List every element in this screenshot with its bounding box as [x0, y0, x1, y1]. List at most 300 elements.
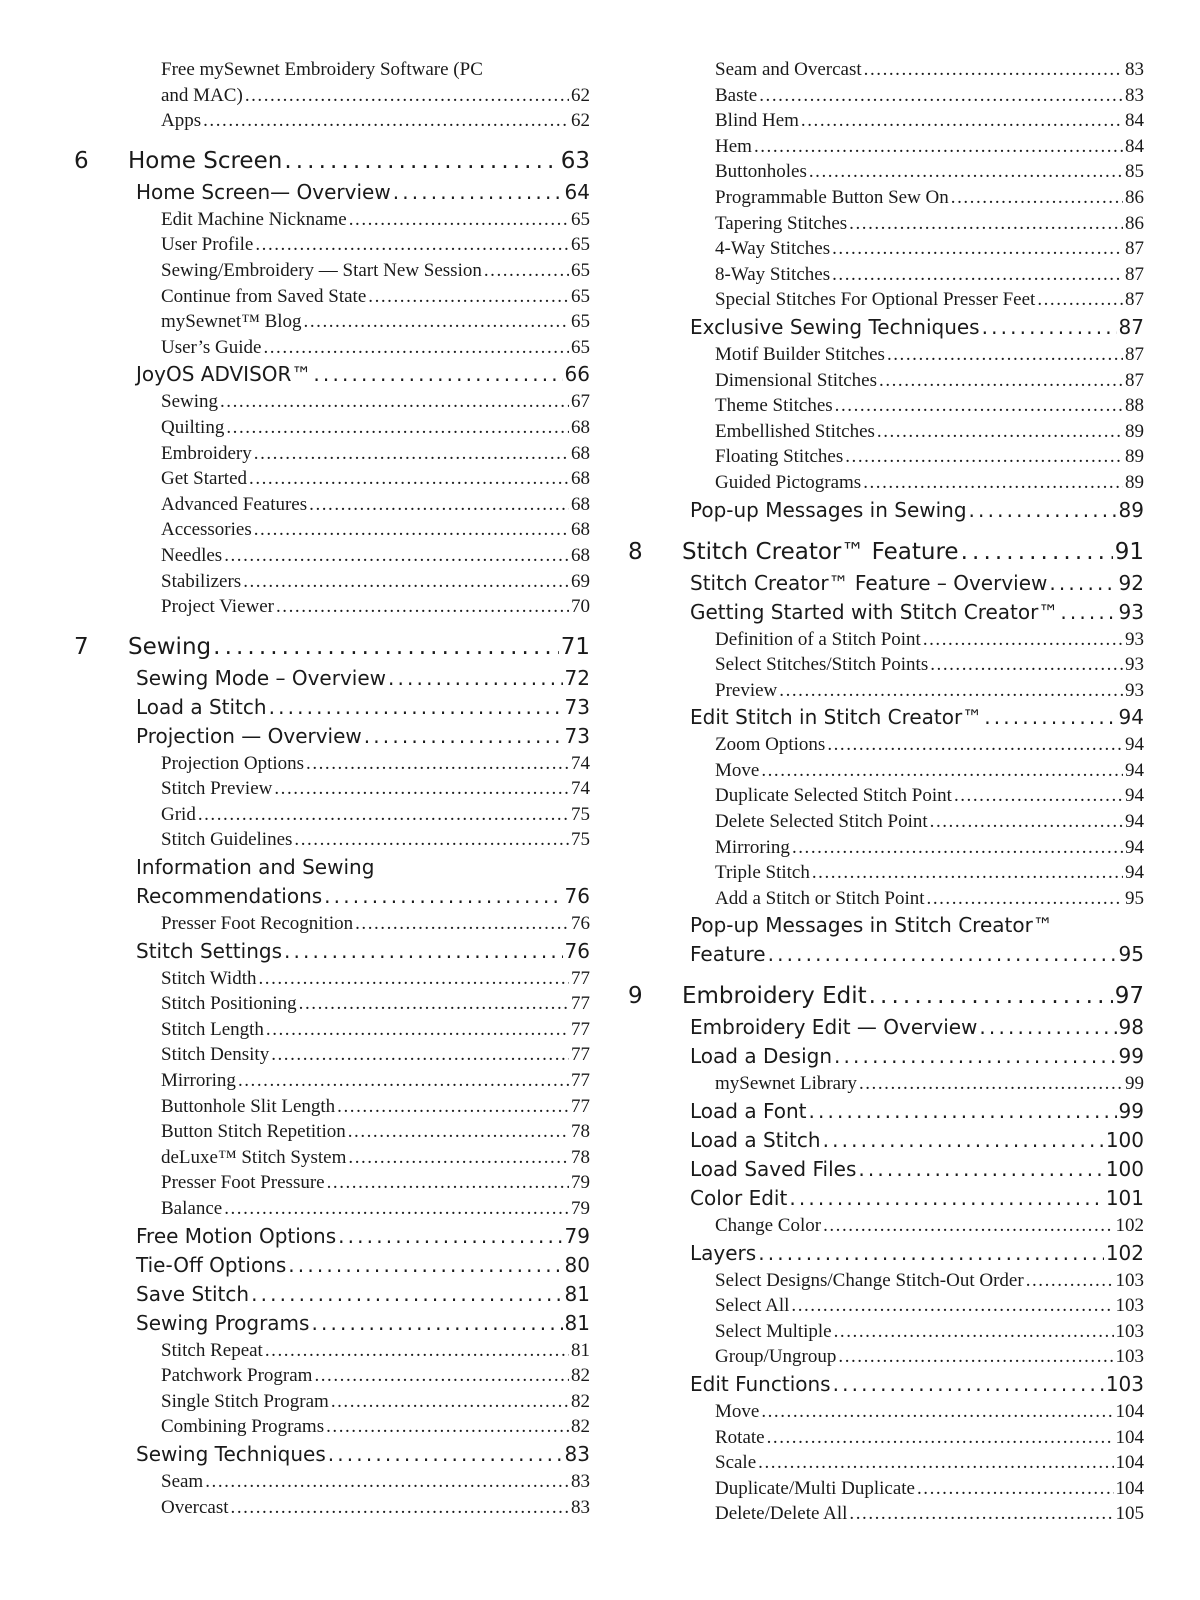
toc-entry-label: Balance [161, 1198, 223, 1219]
dot-leader [331, 1389, 569, 1415]
dot-leader [761, 758, 1123, 784]
toc-page-number: 94 [1125, 785, 1144, 807]
toc-subsection-button-stitch-repetition[interactable] [62, 1119, 590, 1145]
toc-entry-label: Stitch Preview [161, 778, 273, 800]
toc-entry-label: Sewing/Embroidery — Start New Session [161, 259, 482, 281]
toc-page-number: 77 [571, 967, 590, 989]
toc-section-sewing-techniques[interactable] [62, 1440, 590, 1469]
toc-subsection-triple-stitch[interactable] [616, 860, 1144, 886]
toc-entry-label: Hem [715, 135, 752, 157]
toc-entry-label: Accessories [161, 519, 252, 541]
toc-section-getting-started-with-stitch-creator[interactable] [616, 598, 1144, 627]
toc-page-number: 77 [571, 993, 590, 1015]
dot-leader [284, 937, 563, 966]
toc-entry-label: mySewnet Library [715, 1073, 857, 1095]
toc-page-number: 76 [564, 884, 590, 909]
dot-leader [263, 335, 569, 361]
toc-subsection-theme-stitches[interactable] [616, 393, 1144, 419]
toc-entry-label: Stitch Guidelines [161, 829, 293, 851]
dot-leader [349, 207, 569, 233]
toc-entry-label: Tie-Off Options [136, 1252, 287, 1277]
toc-subsection-select-designs-change-stitch-out-order[interactable] [616, 1268, 1144, 1294]
chapter-number: 6 [74, 147, 89, 174]
toc-page-number: 82 [571, 1416, 590, 1438]
toc-subsection-get-started[interactable] [62, 466, 590, 492]
toc-subsection-special-stitches-for-optional-presser-feet[interactable] [616, 287, 1144, 313]
toc-page-number: 94 [1125, 811, 1144, 833]
toc-entry-label: Stitch Density [161, 1044, 270, 1066]
toc-page-number: 92 [1118, 570, 1144, 595]
toc-entry-label: Duplicate/Multi Duplicate [715, 1477, 915, 1499]
dot-leader [827, 732, 1123, 758]
dot-leader [294, 827, 569, 853]
toc-entry-label: Load a Font [690, 1099, 807, 1124]
toc-chapter-stitch-creator-feature[interactable] [616, 535, 1144, 569]
toc-page-number: 89 [1118, 497, 1144, 522]
toc-subsection-rotate[interactable] [616, 1425, 1144, 1451]
toc-page-number: 70 [571, 596, 590, 618]
toc-subsection-and-mac[interactable] [62, 83, 590, 109]
dot-leader [930, 652, 1123, 678]
toc-entry-label: Triple Stitch [715, 862, 810, 884]
toc-page-number: 86 [1125, 212, 1144, 234]
toc-entry-label: Seam [161, 1470, 204, 1492]
toc-page-number: 104 [1115, 1426, 1144, 1448]
toc-page-number: 95 [1118, 942, 1144, 967]
toc-subsection-accessories[interactable] [62, 517, 590, 543]
toc-entry-label: Edit Functions [690, 1372, 831, 1396]
toc-page-number: 76 [564, 938, 590, 963]
toc-section-joyos-advisor[interactable] [62, 360, 590, 389]
dot-leader [311, 1309, 562, 1338]
toc-section-load-saved-files[interactable] [616, 1155, 1144, 1184]
toc-entry-label: Home Screen [128, 147, 283, 174]
toc-subsection-select-multiple[interactable] [616, 1319, 1144, 1345]
toc-page-number: 89 [1125, 471, 1144, 493]
toc-page-number: 94 [1118, 705, 1144, 730]
toc-entry-label: Embroidery Edit [682, 983, 867, 1010]
toc-subsection-mirroring[interactable] [62, 1068, 590, 1094]
toc-subsection-mysewnet-blog[interactable] [62, 309, 590, 335]
dot-leader [326, 1414, 569, 1440]
dot-leader [809, 159, 1123, 185]
toc-page-number: 75 [571, 829, 590, 851]
toc-subsection-tapering-stitches[interactable] [616, 211, 1144, 237]
dot-leader [969, 496, 1117, 525]
toc-page-number: 104 [1115, 1401, 1144, 1422]
toc-page-number: 68 [571, 468, 590, 490]
toc-section-sewing-programs[interactable] [62, 1309, 590, 1338]
toc-page-number: 87 [1125, 343, 1144, 365]
toc-entry-label: Combining Programs [161, 1416, 325, 1438]
dot-leader [304, 309, 569, 335]
dot-leader [869, 979, 1113, 1013]
toc-entry-label: Motif Builder Stitches [715, 343, 885, 365]
toc-subsection-dimensional-stitches[interactable] [616, 368, 1144, 394]
toc-entry-label: Mirroring [161, 1070, 236, 1092]
toc-entry-label: Move [715, 1401, 760, 1422]
toc-subsection-seam-and-overcast[interactable] [616, 57, 1144, 83]
dot-leader [327, 1170, 569, 1196]
toc-entry-label: Stitch Positioning [161, 993, 297, 1015]
toc-entry-continued: Information and Sewing [136, 855, 375, 880]
toc-entry-label: Blind Hem [715, 110, 799, 132]
dot-leader [226, 415, 569, 441]
toc-subsection-stitch-repeat[interactable] [62, 1338, 590, 1364]
toc-subsection-stitch-guidelines[interactable] [62, 827, 590, 853]
toc-subsection-preview[interactable] [616, 678, 1144, 704]
toc-entry-label: Duplicate Selected Stitch Point [715, 785, 952, 807]
toc-subsection-add-a-stitch-or-stitch-point[interactable] [616, 886, 1144, 912]
toc-entry-label: deLuxe™ Stitch System [161, 1146, 347, 1168]
toc-section-stitch-settings[interactable] [62, 937, 590, 966]
toc-entry-label: Save Stitch [136, 1281, 250, 1306]
toc-subsection-overcast[interactable] [62, 1495, 590, 1521]
toc-page-number: 82 [571, 1365, 590, 1387]
toc-subsection-blind-hem[interactable] [616, 108, 1144, 134]
toc-subsection-change-color[interactable] [616, 1213, 1144, 1239]
dot-leader [274, 776, 569, 802]
dot-leader [792, 835, 1123, 861]
toc-section-load-a-stitch[interactable] [62, 693, 590, 722]
toc-page-number: 103 [1115, 1320, 1144, 1342]
toc-subsection-sewing[interactable] [62, 389, 590, 415]
toc-subsection-edit-machine-nickname[interactable] [62, 207, 590, 233]
toc-entry-label: 8-Way Stitches [715, 263, 831, 285]
toc-section-stitch-creator-feature-overview[interactable] [616, 569, 1144, 598]
toc-entry-label: Needles [161, 544, 223, 566]
toc-subsection-user-s-guide[interactable] [62, 335, 590, 361]
dot-leader [364, 722, 563, 751]
toc-page-number: 83 [571, 1470, 590, 1492]
dot-leader [249, 466, 569, 492]
toc-left-column [62, 57, 590, 1520]
toc-section-load-a-design[interactable] [616, 1042, 1144, 1071]
toc-page-number: 68 [571, 544, 590, 566]
toc-subsection-single-stitch-program[interactable] [62, 1389, 590, 1415]
toc-entry-label: Embroidery Edit — Overview [690, 1015, 978, 1040]
toc-page-number: 98 [1118, 1015, 1144, 1040]
dot-leader [877, 419, 1123, 445]
dot-leader [205, 1469, 569, 1495]
toc-section-color-edit[interactable] [616, 1184, 1144, 1213]
dot-leader [388, 664, 563, 693]
dot-leader [258, 966, 569, 992]
toc-page-number: 84 [1125, 135, 1144, 157]
toc-entry-label: Definition of a Stitch Point [715, 628, 921, 650]
toc-subsection-embellished-stitches[interactable] [616, 419, 1144, 445]
toc-subsection-balance[interactable] [62, 1196, 590, 1222]
toc-entry-label: Theme Stitches [715, 395, 833, 417]
toc-entry-label: Programmable Button Sew On [715, 186, 949, 208]
toc-chapter-sewing[interactable] [62, 630, 590, 664]
toc-page-number: 69 [571, 570, 590, 592]
toc-entry-label: Preview [715, 679, 778, 701]
toc-page-number: 102 [1115, 1215, 1144, 1237]
toc-page-number: 100 [1105, 1157, 1144, 1182]
toc-subsection-zoom-options[interactable] [616, 732, 1144, 758]
toc-section-projection-overview[interactable] [62, 722, 590, 751]
dot-leader [767, 1425, 1114, 1451]
dot-leader [328, 1440, 563, 1469]
toc-subsection-deluxe-stitch-system[interactable] [62, 1145, 590, 1171]
dot-leader [879, 368, 1123, 394]
toc-subsection-stitch-width[interactable] [62, 966, 590, 992]
dot-leader [834, 1319, 1114, 1345]
toc-entry-label: Load Saved Files [690, 1157, 857, 1182]
toc-subsection-programmable-button-sew-on[interactable] [616, 185, 1144, 211]
toc-entry-label: Layers [690, 1240, 757, 1265]
toc-entry-label: Dimensional Stitches [715, 369, 878, 391]
toc-entry-label: Pop-up Messages in Sewing [690, 497, 967, 522]
toc-entry-label: User Profile [161, 234, 254, 256]
dot-leader [984, 703, 1116, 732]
toc-entry-label: Embellished Stitches [715, 420, 875, 442]
toc-page-number: 87 [1125, 263, 1144, 285]
toc-entry-label: Baste [715, 84, 758, 106]
toc-page-number: 74 [571, 778, 590, 800]
toc-section-free-motion-options[interactable] [62, 1222, 590, 1251]
dot-leader [254, 441, 569, 467]
toc-entry-label: Load a Stitch [690, 1128, 821, 1153]
toc-entry-label: Load a Design [690, 1044, 833, 1069]
dot-leader [835, 393, 1123, 419]
toc-section-home-screen-overview[interactable] [62, 178, 590, 207]
dot-leader [276, 594, 569, 620]
toc-page-number: 68 [571, 442, 590, 464]
toc-entry-label: Delete Selected Stitch Point [715, 811, 928, 833]
toc-subsection-group-ungroup[interactable] [616, 1344, 1144, 1370]
toc-page-number: 72 [564, 665, 590, 690]
toc-page-number: 101 [1105, 1186, 1144, 1211]
toc-entry-label: Home Screen— Overview [136, 179, 391, 204]
toc-entry-label: Projection — Overview [136, 723, 362, 748]
toc-subsection-project-viewer[interactable] [62, 594, 590, 620]
dot-leader [791, 1293, 1113, 1319]
toc-entry-label: Select Designs/Change Stitch-Out Order [715, 1269, 1024, 1291]
toc-subsection-projection-options[interactable] [62, 751, 590, 777]
toc-section-exclusive-sewing-techniques[interactable] [616, 313, 1144, 342]
toc-entry-label: Free Motion Options [136, 1223, 337, 1248]
dot-leader [951, 185, 1123, 211]
dot-leader [917, 1476, 1114, 1502]
toc-section-edit-stitch-in-stitch-creator[interactable] [616, 703, 1144, 732]
toc-page-number: 78 [571, 1146, 590, 1168]
toc-entry-label: Change Color [715, 1215, 822, 1237]
toc-section-pop-up-messages-in-sewing[interactable] [616, 496, 1144, 525]
toc-entry-label: Floating Stitches [715, 446, 844, 468]
toc-subsection-move[interactable] [616, 1399, 1144, 1425]
toc-page-number: 79 [564, 1223, 590, 1248]
toc-entry-label: Stabilizers [161, 570, 242, 592]
toc-section-feature[interactable] [616, 940, 1144, 969]
toc-page-number: 99 [1118, 1044, 1144, 1069]
toc-entry-label: Stitch Width [161, 967, 257, 989]
toc-subsection-motif-builder-stitches[interactable] [616, 342, 1144, 368]
dot-leader [930, 809, 1123, 835]
dot-leader [832, 262, 1123, 288]
dot-leader [251, 1280, 562, 1309]
toc-section-tie-off-options[interactable] [62, 1251, 590, 1280]
toc-section-load-a-stitch[interactable] [616, 1126, 1144, 1155]
toc-subsection-stitch-length[interactable] [62, 1017, 590, 1043]
toc-subsection-user-profile[interactable] [62, 232, 590, 258]
toc-subsection-duplicate-multi-duplicate[interactable] [616, 1476, 1144, 1502]
dot-leader [823, 1126, 1104, 1155]
dot-leader [284, 144, 558, 178]
toc-subsection-duplicate-selected-stitch-point[interactable] [616, 783, 1144, 809]
dot-leader [231, 1495, 569, 1521]
dot-leader [224, 1196, 569, 1222]
toc-subsection-quilting[interactable] [62, 415, 590, 441]
toc-entry-label: Apps [161, 110, 202, 132]
toc-section-load-a-font[interactable] [616, 1097, 1144, 1126]
toc-page-number: 94 [1125, 862, 1144, 884]
dot-leader [269, 693, 563, 722]
dot-leader [979, 1013, 1116, 1042]
toc-subsection-floating-stitches[interactable] [616, 444, 1144, 470]
toc-page-number: 81 [564, 1310, 590, 1335]
toc-page-number: 89 [1125, 420, 1144, 442]
toc-entry-label: Sewing Programs [136, 1310, 310, 1335]
toc-entry-label: Select All [715, 1295, 790, 1317]
toc-subsection-buttonhole-slit-length[interactable] [62, 1094, 590, 1120]
toc-page-number: 94 [1125, 734, 1144, 756]
toc-page-number: 80 [564, 1252, 590, 1277]
dot-leader [198, 802, 569, 828]
dot-leader [982, 313, 1117, 342]
toc-subsection-stitch-density[interactable] [62, 1042, 590, 1068]
dot-leader [368, 284, 569, 310]
toc-entry-label: Getting Started with Stitch Creator™ [690, 599, 1059, 624]
toc-section-edit-functions[interactable] [616, 1370, 1144, 1399]
chapter-number: 9 [628, 983, 643, 1010]
toc-subsection-4-way-stitches[interactable] [616, 236, 1144, 262]
dot-leader [265, 1338, 569, 1364]
toc-chapter-embroidery-edit[interactable] [616, 979, 1144, 1013]
dot-leader [845, 444, 1123, 470]
toc-page-number: 68 [571, 416, 590, 438]
toc-page-number: 73 [564, 694, 590, 719]
toc-section-embroidery-edit-overview[interactable] [616, 1013, 1144, 1042]
toc-page-number: 62 [571, 84, 590, 106]
dot-leader [849, 1501, 1113, 1527]
toc-subsection-combining-programs[interactable] [62, 1414, 590, 1440]
toc-page-number: 87 [1125, 238, 1144, 260]
toc-subsection-patchwork-program[interactable] [62, 1363, 590, 1389]
toc-subsection-select-stitches-stitch-points[interactable] [616, 652, 1144, 678]
toc-subsection-hem[interactable] [616, 134, 1144, 160]
toc-subsection-mirroring[interactable] [616, 835, 1144, 861]
dot-leader [961, 535, 1113, 569]
toc-subsection-stitch-preview[interactable] [62, 776, 590, 802]
dot-leader [859, 1071, 1123, 1097]
toc-section-layers[interactable] [616, 1239, 1144, 1268]
dot-leader [484, 258, 569, 284]
toc-entry-label: JoyOS ADVISOR™ [136, 362, 312, 387]
dot-leader [245, 83, 569, 109]
toc-entry-label: Rotate [715, 1426, 765, 1448]
toc-page-number: 81 [571, 1339, 590, 1361]
toc-entry-continued: Pop-up Messages in Stitch Creator™ [690, 913, 1053, 938]
toc-subsection-delete-delete-all[interactable] [616, 1501, 1144, 1527]
toc-subsection-advanced-features[interactable] [62, 492, 590, 518]
toc-subsection-seam[interactable] [62, 1469, 590, 1495]
dot-leader [203, 108, 569, 134]
toc-page-number: 103 [1115, 1269, 1144, 1291]
toc-section-recommendations[interactable] [62, 882, 590, 911]
dot-leader [759, 83, 1123, 109]
toc-subsection-sewing-embroidery-start-new-session[interactable] [62, 258, 590, 284]
toc-page-number: 94 [1125, 759, 1144, 781]
toc-subsection-delete-selected-stitch-point[interactable] [616, 809, 1144, 835]
toc-entry-label: Presser Foot Recognition [161, 913, 354, 935]
dot-leader [254, 517, 569, 543]
toc-page-number: 82 [571, 1390, 590, 1412]
toc-subsection-scale[interactable] [616, 1450, 1144, 1476]
toc-entry-continued: Free mySewnet Embroidery Software (PC [161, 59, 483, 80]
toc-subsection-needles[interactable] [62, 543, 590, 569]
toc-page-number: 65 [571, 208, 590, 230]
toc-subsection-continue-from-saved-state[interactable] [62, 284, 590, 310]
toc-entry-label: Edit Stitch in Stitch Creator™ [690, 705, 983, 730]
dot-leader [761, 1399, 1113, 1425]
toc-section-save-stitch[interactable] [62, 1280, 590, 1309]
toc-page-number: 83 [571, 1496, 590, 1518]
toc-page-number: 104 [1115, 1452, 1144, 1474]
toc-subsection-presser-foot-recognition[interactable] [62, 911, 590, 937]
toc-entry-label: Continue from Saved State [161, 285, 367, 307]
toc-entry-label: Presser Foot Pressure [161, 1172, 325, 1194]
toc-subsection-stabilizers[interactable] [62, 569, 590, 595]
dot-leader [309, 492, 569, 518]
toc-subsection-definition-of-a-stitch-point[interactable] [616, 627, 1144, 653]
toc-entry-label: Recommendations [136, 884, 323, 909]
toc-page-number: 74 [571, 752, 590, 774]
toc-subsection-8-way-stitches[interactable] [616, 262, 1144, 288]
toc-section-sewing-mode-overview[interactable] [62, 664, 590, 693]
toc-page-number: 79 [571, 1172, 590, 1194]
toc-page-number: 87 [1118, 314, 1144, 339]
toc-subsection-mysewnet-library[interactable] [616, 1071, 1144, 1097]
toc-entry-label: Load a Stitch [136, 694, 267, 719]
toc-page-number: 71 [560, 633, 590, 660]
toc-page-number: 95 [1125, 887, 1144, 909]
toc-subsection-apps[interactable] [62, 108, 590, 134]
toc-subsection-stitch-positioning[interactable] [62, 991, 590, 1017]
toc-entry-label: Projection Options [161, 752, 305, 774]
toc-subsection-select-all[interactable] [616, 1293, 1144, 1319]
toc-entry-label: Select Multiple [715, 1320, 832, 1342]
toc-subsection-move[interactable] [616, 758, 1144, 784]
toc-subsection-guided-pictograms[interactable] [616, 470, 1144, 496]
toc-subsection-embroidery[interactable] [62, 441, 590, 467]
toc-page-number: 75 [571, 803, 590, 825]
toc-page-number: 65 [571, 285, 590, 307]
toc-entry-label: Buttonholes [715, 161, 807, 183]
dot-leader [299, 991, 569, 1017]
toc-chapter-home-screen[interactable] [62, 144, 590, 178]
chapter-number: 7 [74, 633, 89, 660]
toc-entry-label: Stitch Repeat [161, 1339, 263, 1361]
toc-subsection-baste[interactable] [616, 83, 1144, 109]
toc-subsection-grid[interactable] [62, 802, 590, 828]
dot-leader [1037, 287, 1123, 313]
toc-entry-label: Button Stitch Repetition [161, 1121, 346, 1143]
toc-subsection-buttonholes[interactable] [616, 159, 1144, 185]
dot-leader [288, 1251, 562, 1280]
toc-subsection-presser-foot-pressure[interactable] [62, 1170, 590, 1196]
